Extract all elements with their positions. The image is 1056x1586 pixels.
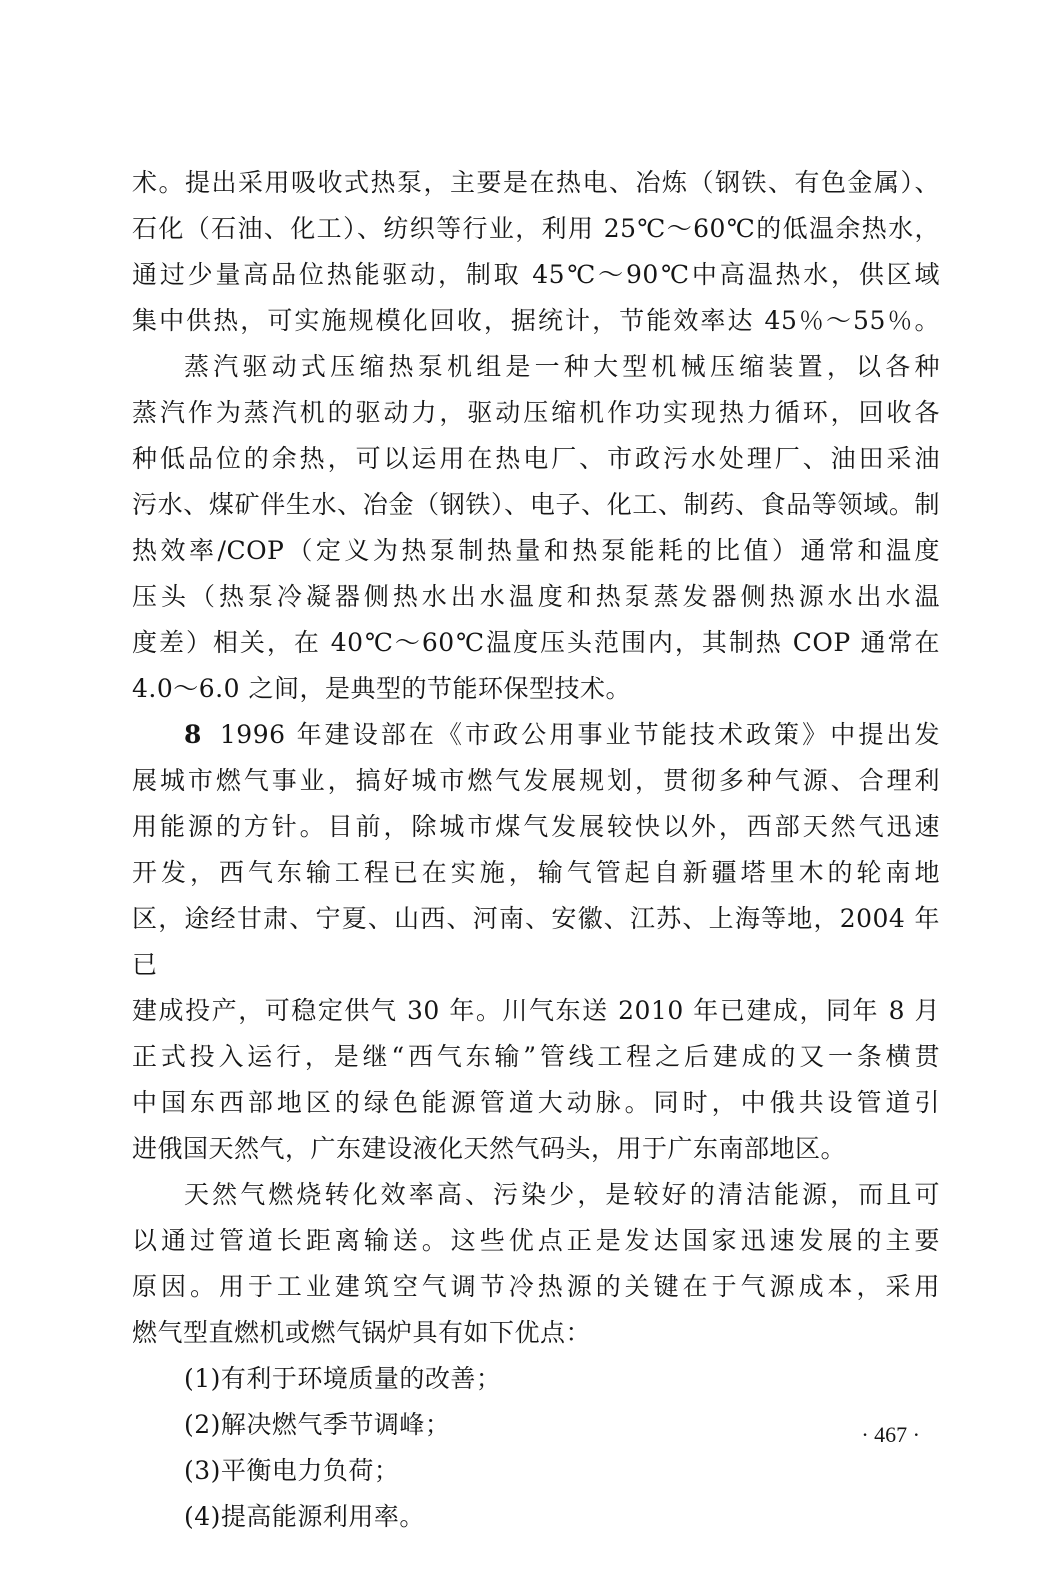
section-number: 8 [184,720,202,749]
body-text [132,160,940,1540]
text-line: 正式投入运行，是继“西气东输”管线工程之后建成的又一条横贯 [132,1042,940,1071]
text-line: 通过少量高品位热能驱动，制取 45℃～90℃中高温热水，供区域 [132,260,940,289]
text-line: 集中供热，可实施规模化回收，据统计，节能效率达 45％～55％。 [132,306,940,335]
text-line: 开发，西气东输工程已在实施，输气管起自新疆塔里木的轮南地 [132,858,940,887]
text-line: 建成投产，可稳定供气 30 年。川气东送 2010 年已建成，同年 8 月 [132,996,940,1025]
text-line: 蒸汽驱动式压缩热泵机组是一种大型机械压缩装置，以各种 [184,352,940,381]
list-item: (3)平衡电力负荷； [184,1456,400,1485]
page-number: · 467 · [861,1422,920,1447]
text-line: 种低品位的余热，可以运用在热电厂、市政污水处理厂、油田采油 [132,444,940,473]
text-line: 天然气燃烧转化效率高、污染少，是较好的清洁能源，而且可 [184,1180,940,1209]
text-line: 以通过管道长距离输送。这些优点正是发达国家迅速发展的主要 [132,1226,940,1255]
paragraph-natural-gas-advantages [132,1172,940,1356]
text-line-content: 1996 年建设部在《市政公用事业节能技术政策》中提出发 [219,720,940,749]
text-line: 燃气型直燃机或燃气锅炉具有如下优点： [132,1318,592,1347]
text-line: 石化（石油、化工）、纺织等行业，利用 25℃～60℃的低温余热水， [132,214,940,243]
text-line: 展城市燃气事业，搞好城市燃气发展规划，贯彻多种气源、合理利 [132,766,940,795]
text-line: 热效率/COP（定义为热泵制热量和热泵能耗的比值）通常和温度 [132,536,940,565]
text-line: 度差）相关，在 40℃～60℃温度压头范围内，其制热 COP 通常在 [132,628,940,657]
text-line: 区，途经甘肃、宁夏、山西、河南、安徽、江苏、上海等地，2004 年已 [132,904,940,979]
list-item: (1)有利于环境质量的改善； [184,1364,502,1393]
paragraph-section-8-gas [132,712,940,1172]
text-line: 压头（热泵冷凝器侧热水出水温度和热泵蒸发器侧热源水出水温 [132,582,940,611]
text-line: 用能源的方针。目前，除城市煤气发展较快以外，西部天然气迅速 [132,812,940,841]
list-item: (4)提高能源利用率。 [184,1502,425,1531]
advantages-list [132,1356,940,1540]
text-line [132,712,940,758]
text-line: 进俄国天然气，广东建设液化天然气码头，用于广东南部地区。 [132,1134,847,1163]
text-line: 原因。用于工业建筑空气调节冷热源的关键在于气源成本，采用 [132,1272,940,1301]
text-line: 污水、煤矿伴生水、冶金（钢铁）、电子、化工、制药、食品等领域。制 [132,490,940,519]
list-item: (2)解决燃气季节调峰； [184,1410,451,1439]
text-line: 术。提出采用吸收式热泵，主要是在热电、冶炼（钢铁、有色金属）、 [132,168,940,197]
paragraph-heat-pump-absorption [132,160,940,344]
text-line: 蒸汽作为蒸汽机的驱动力，驱动压缩机作功实现热力循环，回收各 [132,398,940,427]
text-line: 4.0～6.0 之间，是典型的节能环保型技术。 [132,674,631,703]
text-line: 中国东西部地区的绿色能源管道大动脉。同时，中俄共设管道引 [132,1088,940,1117]
paragraph-steam-compression-heat-pump [132,344,940,712]
